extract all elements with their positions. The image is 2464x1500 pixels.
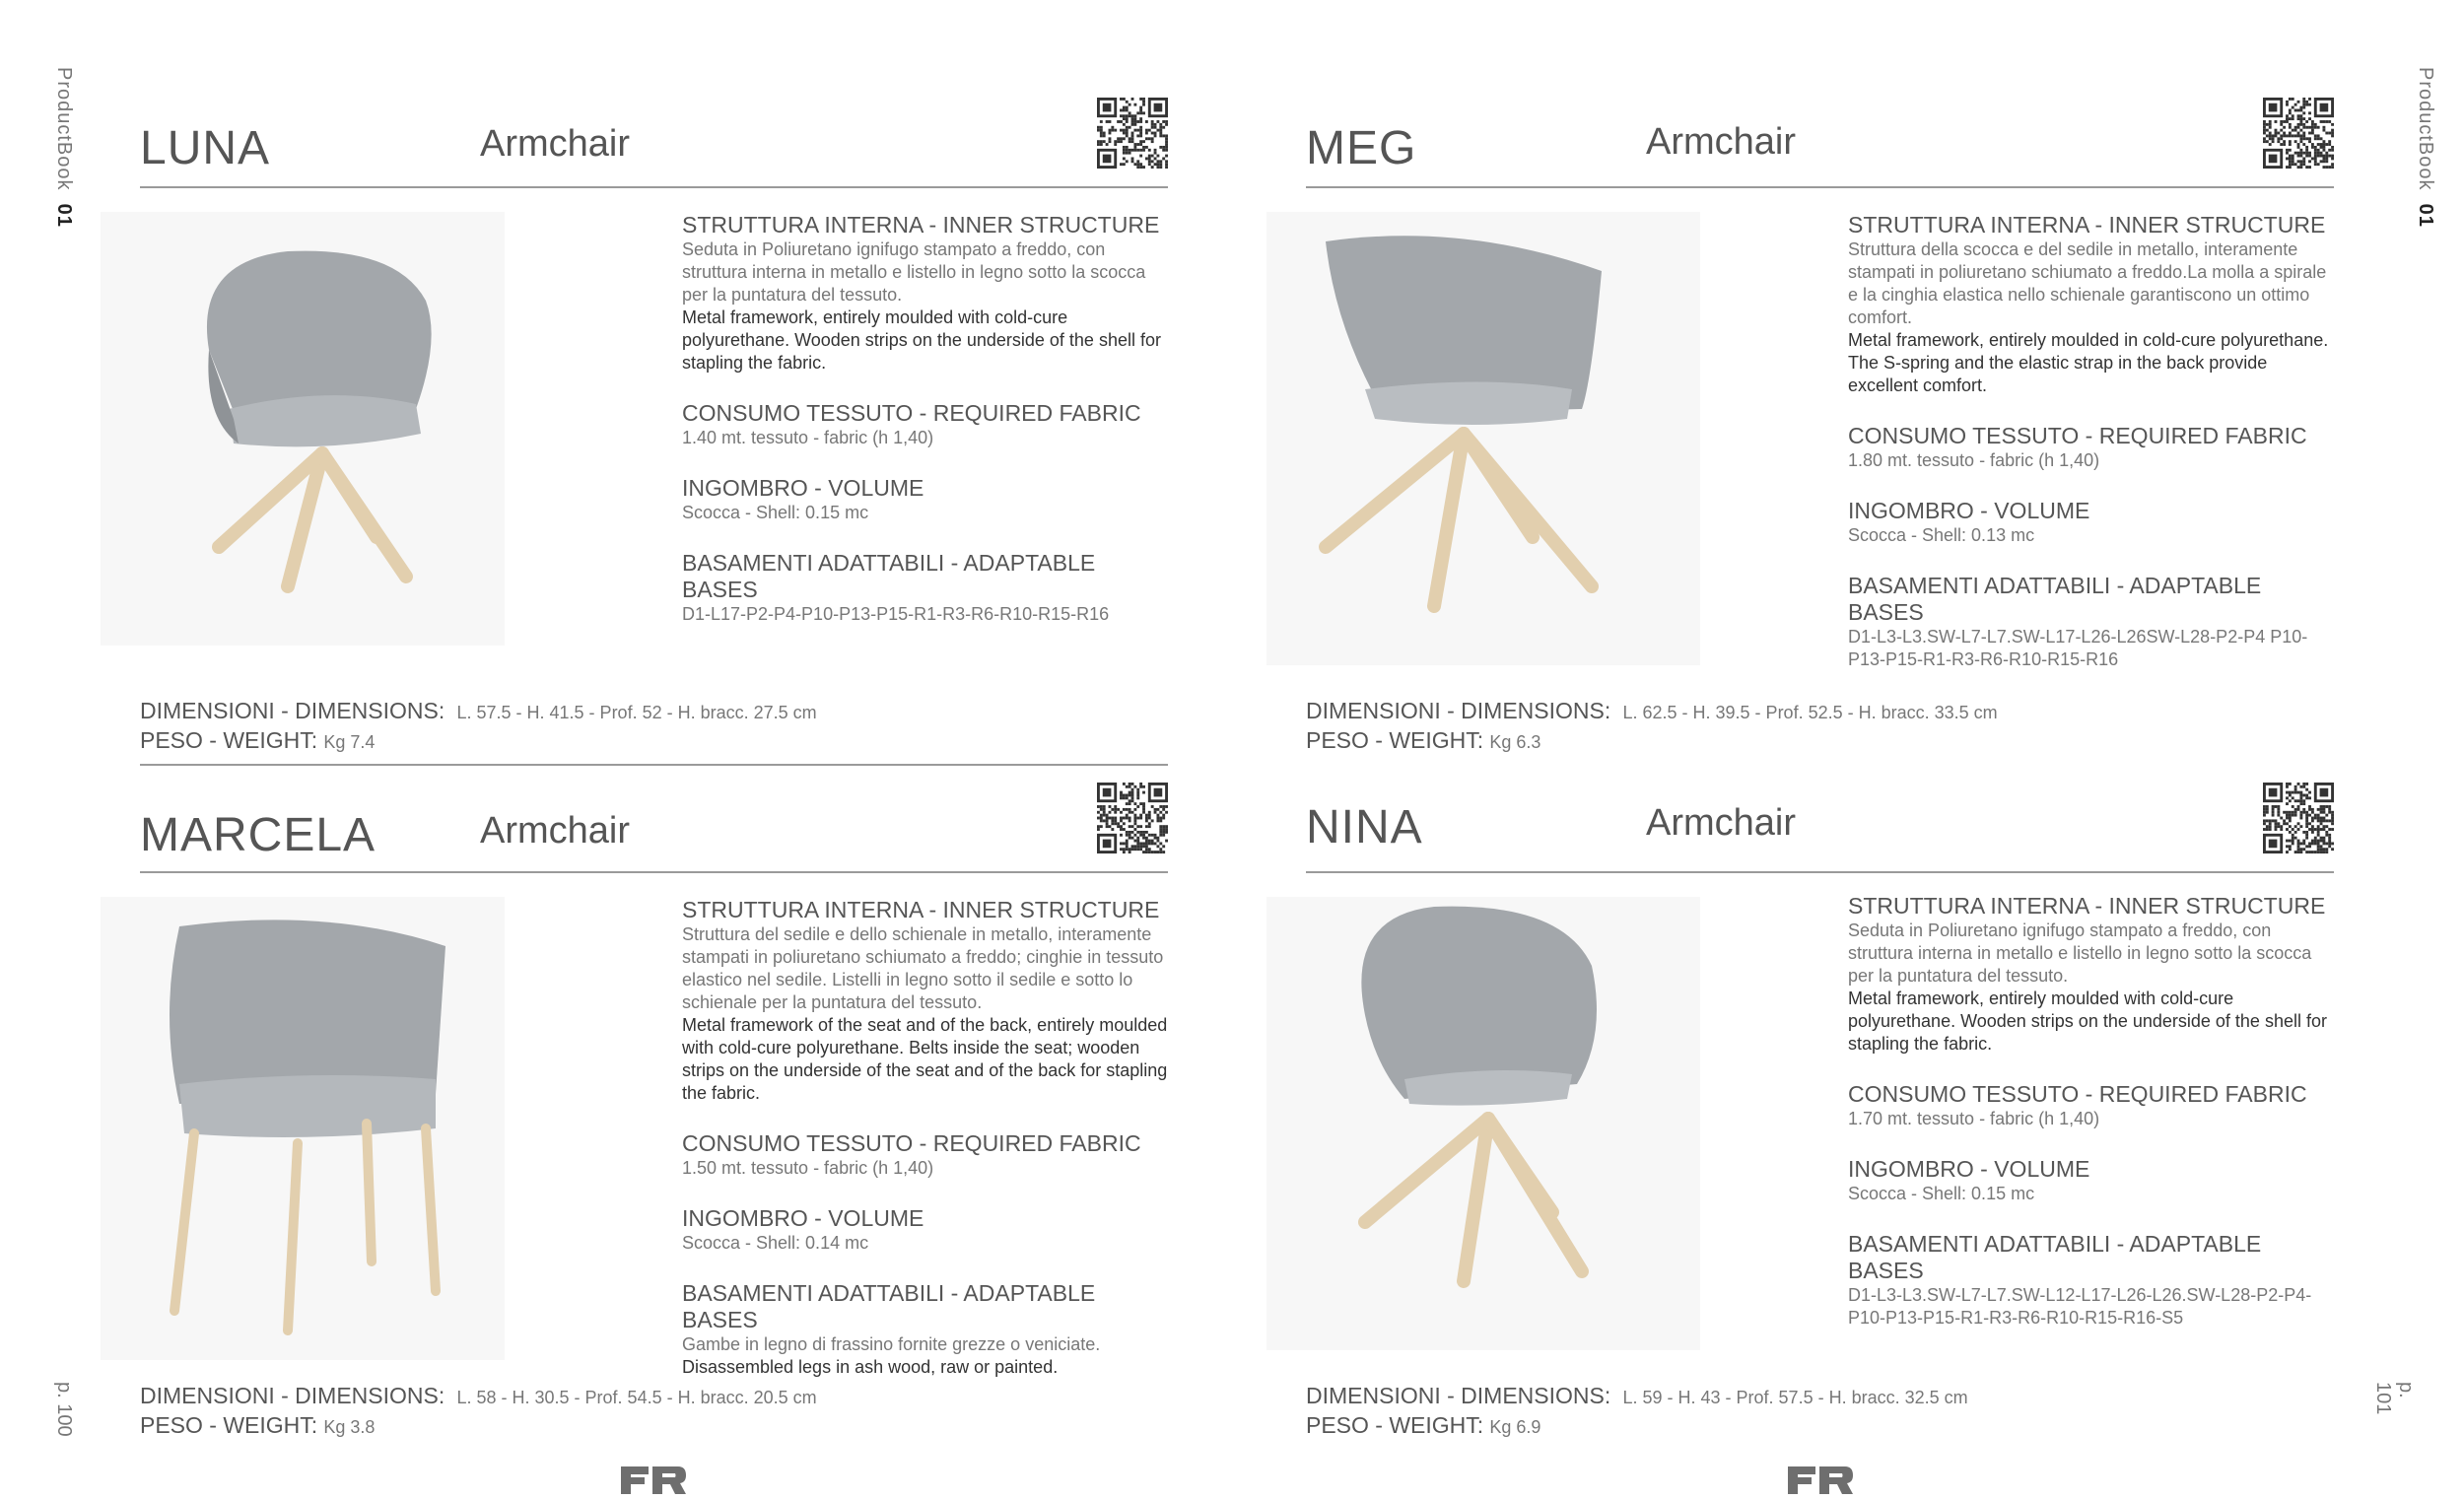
spec-structure: STRUTTURA INTERNA - INNER STRUCTURE Seduta in Poliuretano ignifugo stampato a freddo, con struttura interna in metallo e listello in legno sotto la scocca per la puntatura del tessuto. Metal framework, entirely moulded with cold-cure polyurethane. Wooden strips on the underside of the shell for stapling the fabric. [1848, 893, 2327, 1054]
spec-bases: BASAMENTI ADATTABILI - ADAPTABLE BASES D1-L17-P2-P4-P10-P13-P15-R1-R3-R6-R10-R15-R16 [682, 550, 1110, 624]
spec-list [682, 212, 1175, 651]
header-divider [1306, 186, 2334, 188]
qr-code-icon[interactable] [1097, 98, 1168, 169]
dimensions-block: DIMENSIONI - DIMENSIONS: L. 57.5 - H. 41.5 - Prof. 52 - H. bracc. 27.5 cm PESO - WEIGHT: Kg 7.4 [140, 698, 817, 753]
brand-logo-icon [1786, 1463, 1855, 1496]
qr-code-icon[interactable] [2263, 783, 2334, 853]
dimensions-block: DIMENSIONI - DIMENSIONS: L. 58 - H. 30.5 - Prof. 54.5 - H. bracc. 20.5 cm PESO - WEIGHT: Kg 3.8 [140, 1383, 817, 1438]
weight-value: Kg 7.4 [323, 732, 376, 752]
qr-code-icon[interactable] [2263, 98, 2334, 169]
product-type: Armchair [480, 123, 631, 165]
dimensions-block: DIMENSIONI - DIMENSIONS: L. 59 - H. 43 - Prof. 57.5 - H. bracc. 32.5 cm PESO - WEIGHT: Kg 6.9 [1306, 1383, 1968, 1438]
spec-fabric: CONSUMO TESSUTO - REQUIRED FABRIC 1.50 mt. tessuto - fabric (h 1,40) [682, 1130, 1141, 1178]
spec-volume: INGOMBRO - VOLUME Scocca - Shell: 0.15 mc [1848, 1156, 2090, 1203]
spec-list [1848, 893, 2341, 1355]
product-nina [1306, 781, 2334, 1470]
spec-volume: INGOMBRO - VOLUME Scocca - Shell: 0.15 mc [682, 475, 924, 522]
header-divider [140, 871, 1168, 873]
weight-value: Kg 3.8 [323, 1417, 376, 1437]
page-number-left: p. 100 [53, 1382, 75, 1437]
book-label-left: ProductBook 01 [53, 67, 75, 228]
section-divider [140, 764, 1168, 766]
spec-volume: INGOMBRO - VOLUME Scocca - Shell: 0.13 mc [1848, 498, 2090, 545]
dimensions-value: L. 58 - H. 30.5 - Prof. 54.5 - H. bracc. 20.5 cm [456, 1388, 817, 1407]
dimensions-value: L. 62.5 - H. 39.5 - Prof. 52.5 - H. bracc. 33.5 cm [1622, 703, 1998, 722]
product-luna [140, 94, 1168, 784]
product-type: Armchair [480, 810, 631, 852]
dimensions-value: L. 59 - H. 43 - Prof. 57.5 - H. bracc. 32.5 cm [1622, 1388, 1968, 1407]
spec-bases: BASAMENTI ADATTABILI - ADAPTABLE BASES D1-L3-L3.SW-L7-L7.SW-L12-L17-L26-L26.SW-L28-P2-P4-P10-P13-P15-R1-R3-R6-R10-R15-R16-S5 [1848, 1231, 2312, 1328]
weight-value: Kg 6.9 [1489, 1417, 1541, 1437]
product-name: MEG [1306, 122, 1417, 174]
spec-structure: STRUTTURA INTERNA - INNER STRUCTURE Struttura della scocca e del sedile in metallo, interamente stampati in poliuretano schiumato a freddo.La molla a spirale e la cinghia elastica nello schienale garantiscono un ottimo comfort. Metal framework, entirely moulded in cold-cure polyurethane. The S-spring and the elastic strap in the back provide excellent comfort. [1848, 212, 2329, 395]
product-name: LUNA [140, 122, 271, 174]
armchair-meg-photo [1266, 212, 1700, 665]
armchair-nina-photo [1266, 897, 1700, 1350]
product-type: Armchair [1646, 802, 1797, 844]
product-type: Armchair [1646, 121, 1797, 163]
brand-logo-icon [619, 1463, 688, 1496]
product-name: NINA [1306, 801, 1423, 853]
spec-bases: BASAMENTI ADATTABILI - ADAPTABLE BASES D1-L3-L3.SW-L7-L7.SW-L17-L26-L26SW-L28-P2-P4 P10-P13-P15-R1-R3-R6-R10-R15-R16 [1848, 573, 2308, 669]
header-divider [1306, 871, 2334, 873]
header-divider [140, 186, 1168, 188]
weight-value: Kg 6.3 [1489, 732, 1541, 752]
spec-bases: BASAMENTI ADATTABILI - ADAPTABLE BASES Gambe in legno di frassino fornite grezze o veniciate. Disassembled legs in ash wood, raw or painted. [682, 1280, 1101, 1377]
spec-list [682, 897, 1175, 1404]
product-marcela [140, 781, 1168, 1470]
spec-fabric: CONSUMO TESSUTO - REQUIRED FABRIC 1.80 mt. tessuto - fabric (h 1,40) [1848, 423, 2307, 470]
spec-structure: STRUTTURA INTERNA - INNER STRUCTURE Seduta in Poliuretano ignifugo stampato a freddo, con struttura interna in metallo e listello in legno sotto la scocca per la puntatura del tessuto. Metal framework, entirely moulded with cold-cure polyurethane. Wooden strips on the underside of the shell for stapling the fabric. [682, 212, 1161, 373]
product-name: MARCELA [140, 809, 376, 861]
qr-code-icon[interactable] [1097, 783, 1168, 853]
spec-fabric: CONSUMO TESSUTO - REQUIRED FABRIC 1.70 mt. tessuto - fabric (h 1,40) [1848, 1081, 2307, 1128]
armchair-luna-photo [101, 212, 505, 646]
spec-fabric: CONSUMO TESSUTO - REQUIRED FABRIC 1.40 mt. tessuto - fabric (h 1,40) [682, 400, 1141, 447]
page-number-right: p. 101 [2372, 1382, 2417, 1415]
armchair-marcela-photo [101, 897, 505, 1360]
product-meg [1306, 94, 2334, 784]
book-label-right: ProductBook 01 [2415, 67, 2436, 228]
spec-list [1848, 212, 2341, 697]
spec-structure: STRUTTURA INTERNA - INNER STRUCTURE Struttura del sedile e dello schienale in metallo, interamente stampati in poliuretano schiumato a freddo; cinghie in tessuto elastico nel sedile. Listelli in legno sotto il sedile e sotto lo schienale per la puntatura del tessuto. Metal framework of the seat and of the back, entirely moulded with cold-cure polyurethane. Belts inside the seat; wooden strips on the underside of the seat and of the back for stapling the fabric. [682, 897, 1168, 1103]
dimensions-block: DIMENSIONI - DIMENSIONS: L. 62.5 - H. 39.5 - Prof. 52.5 - H. bracc. 33.5 cm PESO - WEIGHT: Kg 6.3 [1306, 698, 1998, 753]
spec-volume: INGOMBRO - VOLUME Scocca - Shell: 0.14 mc [682, 1205, 924, 1253]
dimensions-value: L. 57.5 - H. 41.5 - Prof. 52 - H. bracc. 27.5 cm [456, 703, 817, 722]
